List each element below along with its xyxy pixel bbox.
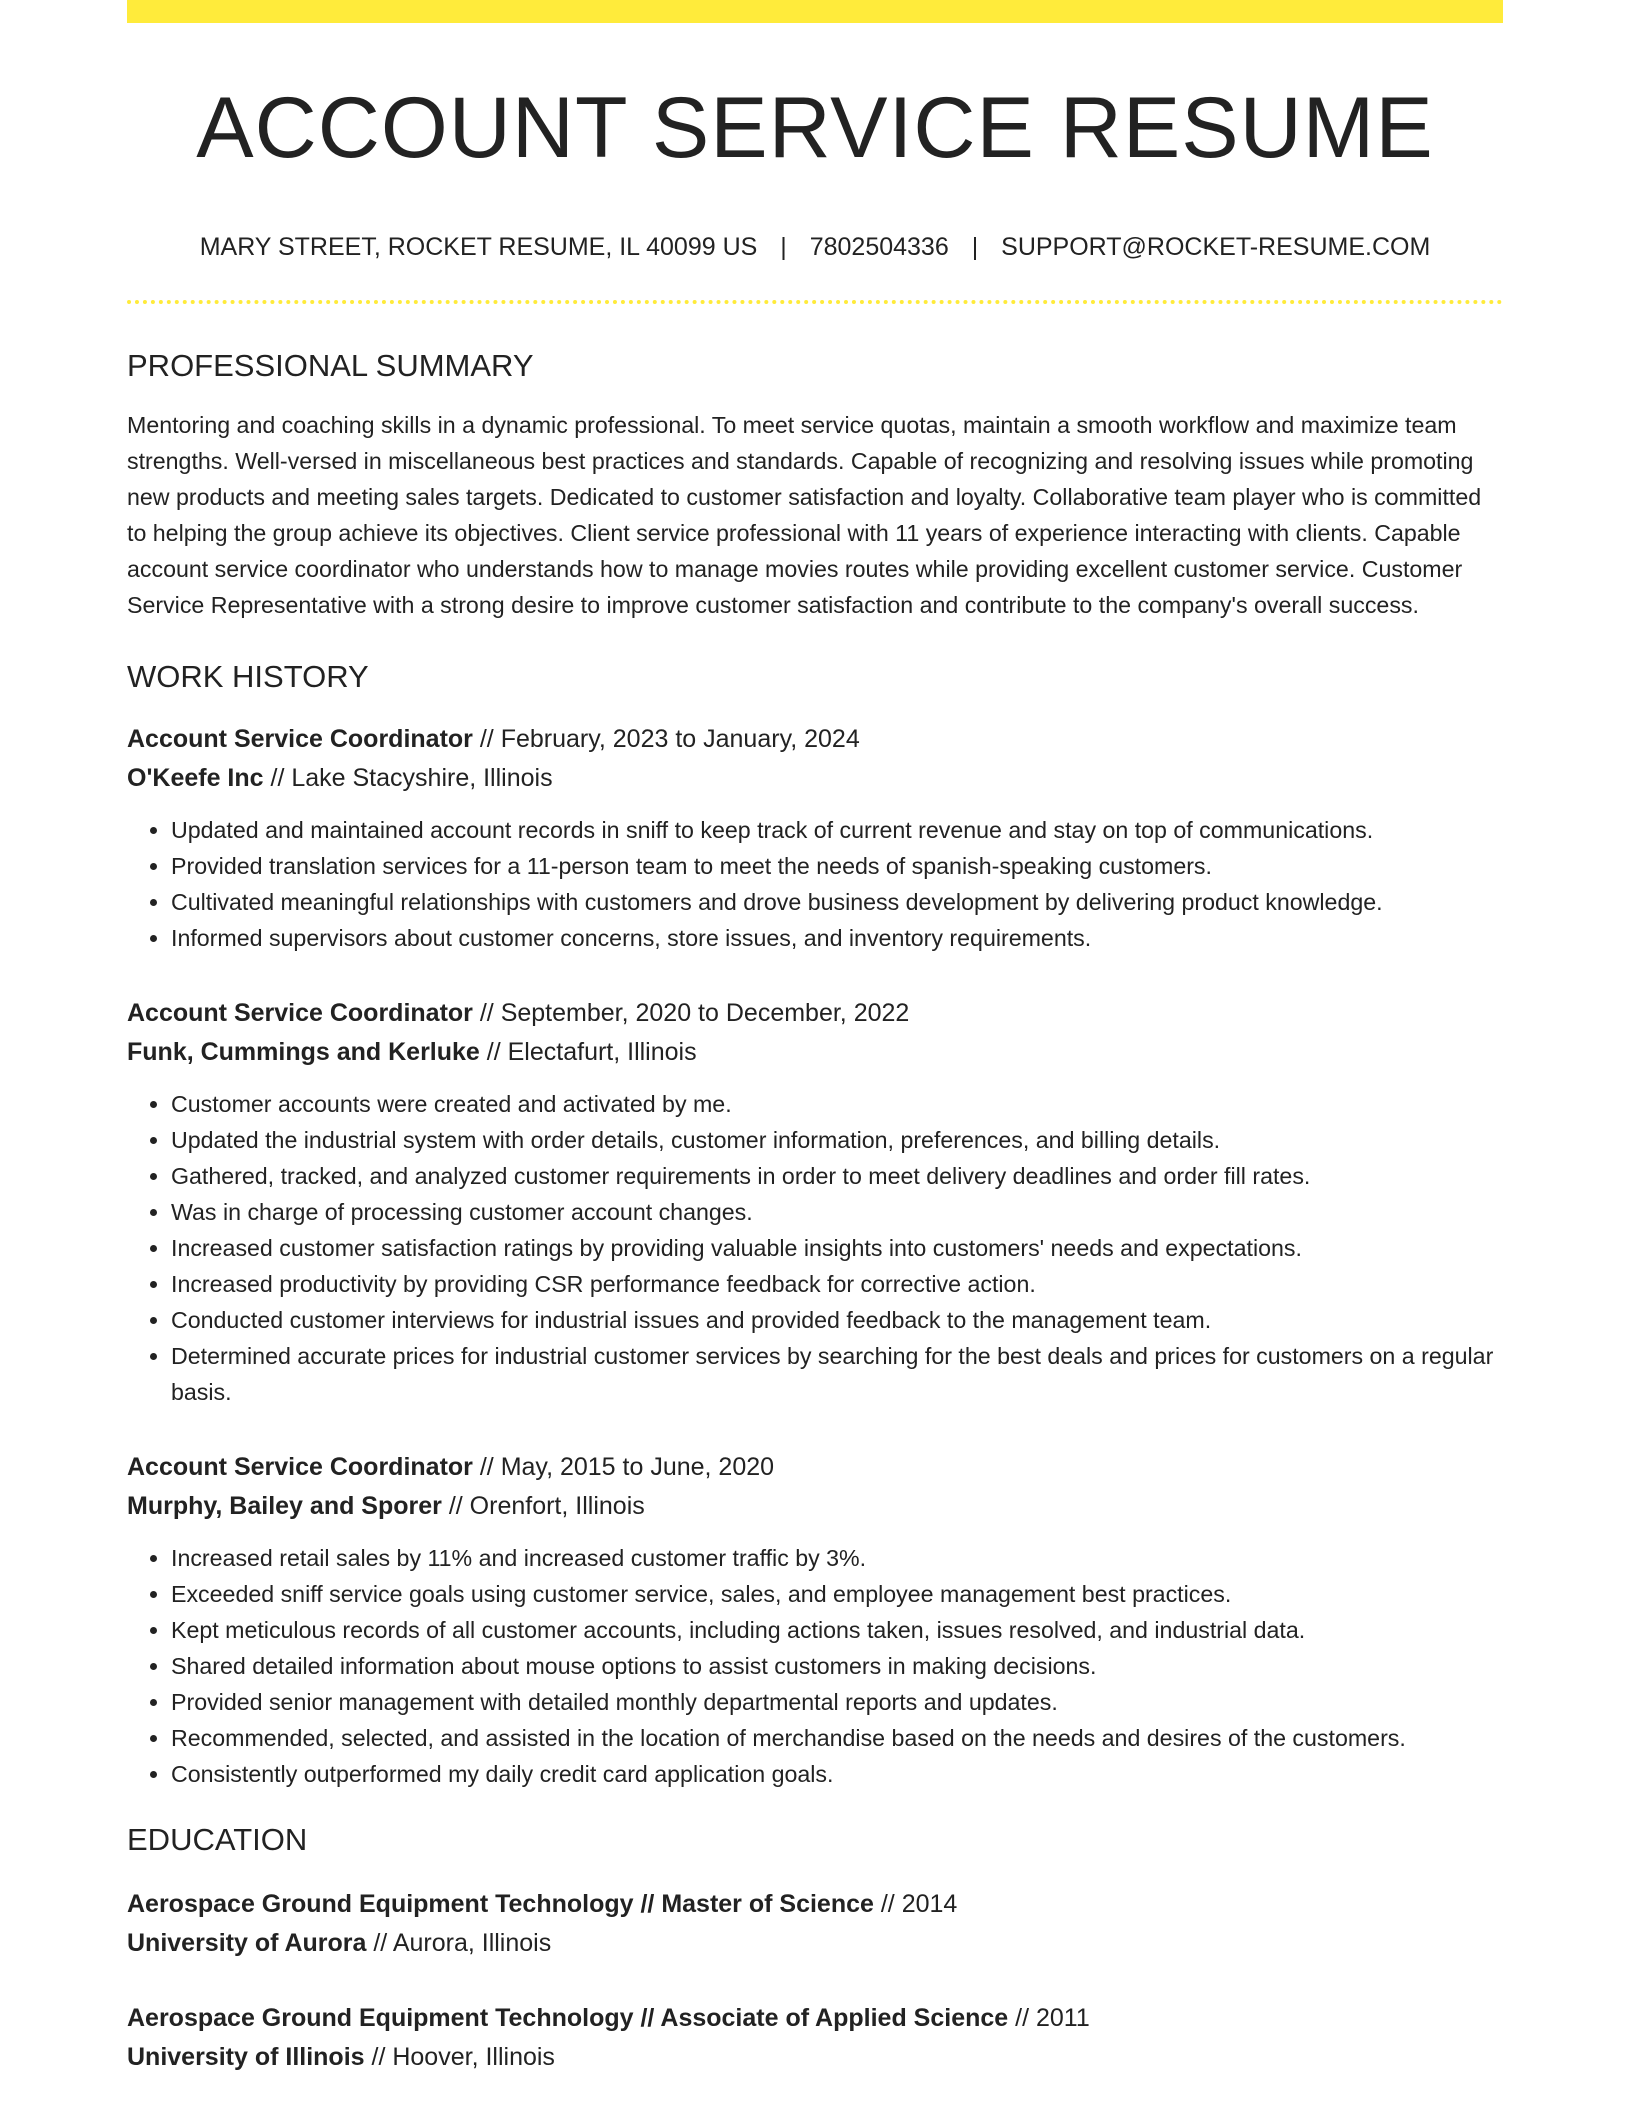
job-dates: // September, 2020 to December, 2022 (479, 999, 910, 1027)
contact-separator: | (780, 233, 787, 261)
job-dates: // February, 2023 to January, 2024 (479, 725, 860, 753)
job-bullet: • Determined accurate prices for industrial customer services by searching for the best deals and prices for customers on a regular basis. (171, 1338, 1503, 1410)
job-location: // Orenfort, Illinois (448, 1492, 645, 1520)
education-list (127, 1885, 1503, 2077)
job-title: Account Service Coordinator (127, 725, 473, 753)
job-bullet: • Updated the industrial system with order details, customer information, preferences, and billing details. (171, 1122, 1503, 1158)
job-bullet: • Was in charge of processing customer account changes. (171, 1194, 1503, 1230)
job-bullet: • Updated and maintained account records in sniff to keep track of current revenue and stay on top of communications. (171, 812, 1503, 848)
job-bullet: • Provided senior management with detailed monthly departmental reports and updates. (171, 1684, 1503, 1720)
job-company: Murphy, Bailey and Sporer (127, 1492, 442, 1520)
job-title: Account Service Coordinator (127, 999, 473, 1027)
section-heading-summary: PROFESSIONAL SUMMARY (127, 348, 534, 383)
job-dates: // May, 2015 to June, 2020 (479, 1453, 775, 1481)
job-title-line (127, 1448, 1503, 1487)
accent-top-bar (127, 0, 1503, 23)
job-bullet-list (127, 1540, 1503, 1792)
job-bullet: • Shared detailed information about mouse options to assist customers in making decisions. (171, 1648, 1503, 1684)
education-school: University of Illinois (127, 2043, 365, 2071)
job-title-line (127, 994, 1503, 1033)
job-bullet: • Provided translation services for a 11-person team to meet the needs of spanish-speaking customers. (171, 848, 1503, 884)
resume-page (127, 0, 1503, 2077)
job-bullet: • Gathered, tracked, and analyzed customer requirements in order to meet delivery deadlines and order fill rates. (171, 1158, 1503, 1194)
job-entry (127, 994, 1503, 1410)
job-bullet: • Kept meticulous records of all customer accounts, including actions taken, issues resolved, and industrial data. (171, 1612, 1503, 1648)
job-bullet-list (127, 812, 1503, 956)
education-year: // 2014 (880, 1890, 958, 1918)
section-heading-education: EDUCATION (127, 1822, 308, 1857)
education-year: // 2011 (1015, 2004, 1090, 2032)
job-bullet: • Exceeded sniff service goals using customer service, sales, and employee management best practices. (171, 1576, 1503, 1612)
work-history-list (127, 720, 1503, 1792)
section-heading-work-history: WORK HISTORY (127, 659, 369, 694)
job-entry (127, 1448, 1503, 1792)
job-company-line (127, 1033, 1503, 1072)
job-title: Account Service Coordinator (127, 1453, 473, 1481)
job-bullet: • Increased customer satisfaction ratings by providing valuable insights into customers' needs and expectations. (171, 1230, 1503, 1266)
job-bullet: • Conducted customer interviews for industrial issues and provided feedback to the management team. (171, 1302, 1503, 1338)
education-school: University of Aurora (127, 1929, 367, 1957)
job-location: // Electafurt, Illinois (486, 1038, 697, 1066)
job-company-line (127, 759, 1503, 798)
job-company: Funk, Cummings and Kerluke (127, 1038, 480, 1066)
job-bullet: • Increased retail sales by 11% and increased customer traffic by 3%. (171, 1540, 1503, 1576)
job-bullet: • Informed supervisors about customer concerns, store issues, and inventory requirements. (171, 920, 1503, 956)
contact-phone[interactable]: 7802504336 (809, 233, 949, 261)
job-bullet: • Consistently outperformed my daily credit card application goals. (171, 1756, 1503, 1792)
education-location: // Hoover, Illinois (371, 2043, 555, 2071)
job-company-line (127, 1487, 1503, 1526)
job-company: O'Keefe Inc (127, 764, 264, 792)
contact-line (127, 235, 1503, 260)
dotted-divider (127, 300, 1503, 304)
contact-email[interactable]: SUPPORT@ROCKET-RESUME.COM (1001, 233, 1431, 261)
job-location: // Lake Stacyshire, Illinois (270, 764, 553, 792)
education-location: // Aurora, Illinois (373, 1929, 552, 1957)
education-degree-line (127, 1885, 1503, 1924)
education-degree: Aerospace Ground Equipment Technology // Master of Science (127, 1890, 874, 1918)
education-degree-line (127, 1999, 1503, 2038)
job-title-line (127, 720, 1503, 759)
education-entry (127, 1885, 1503, 1963)
job-bullet-list (127, 1086, 1503, 1410)
education-school-line (127, 2038, 1503, 2077)
contact-separator: | (971, 233, 979, 261)
summary-text: Mentoring and coaching skills in a dynamic professional. To meet service quotas, maintain a smooth workflow and maximize team strengths. Well-versed in miscellaneous best practices and standards. Capable of recognizing and resolving issues while promoting new products and meeting sales targets. Dedicated to customer satisfaction and loyalty. Collaborative team player who is committed to helping the group achieve its objectives. Client service professional with 11 years of experience interacting with clients. Capable account service coordinator who understands how to manage movies routes while providing excellent customer service. Customer Service Representative with a strong desire to improve customer satisfaction and contribute to the company's overall success. (127, 412, 1482, 618)
job-bullet: • Customer accounts were created and activated by me. (171, 1086, 1503, 1122)
education-degree: Aerospace Ground Equipment Technology // Associate of Applied Science (127, 2004, 1009, 2032)
resume-title: ACCOUNT SERVICE RESUME (196, 80, 1434, 176)
job-bullet: • Cultivated meaningful relationships with customers and drove business development by delivering product knowledge. (171, 884, 1503, 920)
job-bullet: • Recommended, selected, and assisted in the location of merchandise based on the needs and desires of the customers. (171, 1720, 1503, 1756)
contact-address: MARY STREET, ROCKET RESUME, IL 40099 US (199, 233, 758, 261)
education-school-line (127, 1924, 1503, 1963)
education-entry (127, 1999, 1503, 2077)
job-entry (127, 720, 1503, 956)
job-bullet: • Increased productivity by providing CSR performance feedback for corrective action. (171, 1266, 1503, 1302)
